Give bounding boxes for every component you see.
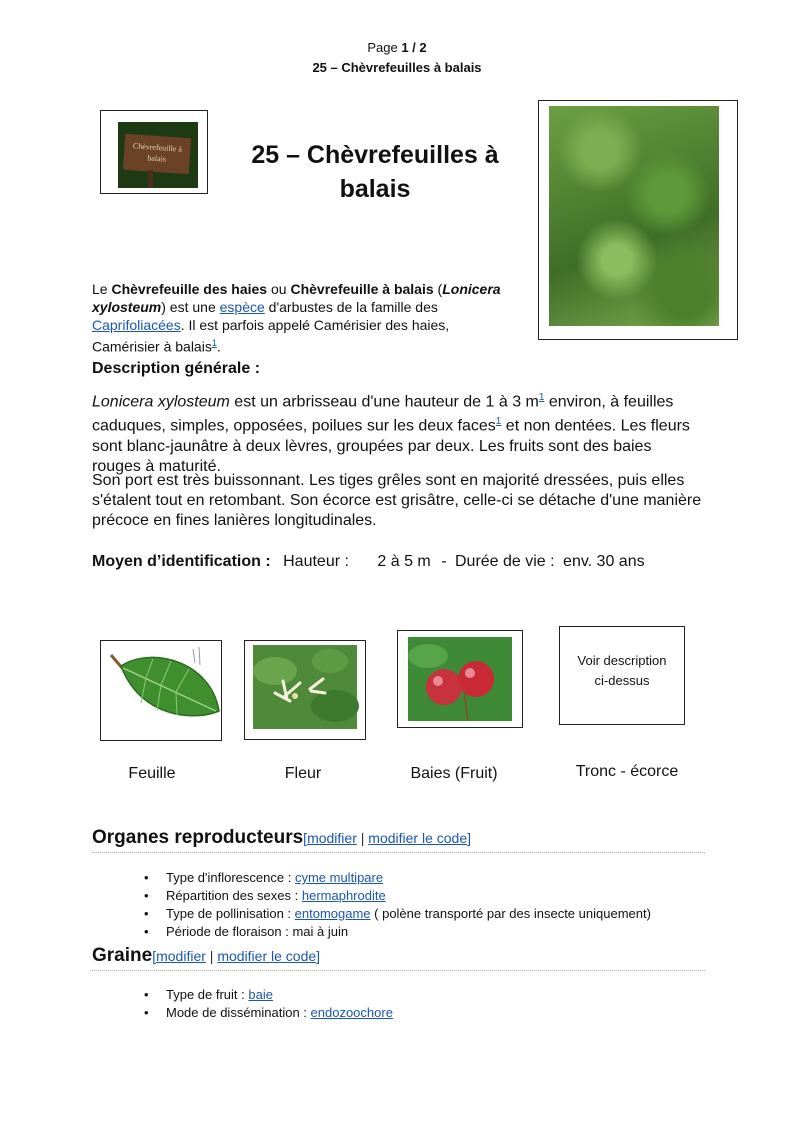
list-item [142,869,722,887]
edit-separator: | [356,830,369,846]
intro-text: . Il est parfois appelé Camérisier des haies, Camérisier à balais [92,317,450,355]
page-title [220,138,530,206]
page-number: 1 / 2 [401,40,427,55]
title-line-1: 25 – Chèvrefeuilles à [251,141,499,169]
link-baie[interactable]: baie [248,987,273,1002]
caption-tronc: Tronc - écorce [575,763,679,780]
modifier-link[interactable]: modifier [307,830,357,846]
bracket-open: [ [152,948,157,964]
leaf-image [100,640,222,741]
sign-image-frame [100,110,208,194]
intro-bold-name-2: Chèvrefeuille à balais [290,281,434,297]
bullet-icon: • [144,924,149,939]
section-heading-graine [92,944,705,971]
organes-heading: Organes reproducteurs [92,827,304,848]
separator-dash: - [441,553,447,570]
organes-list [142,869,722,941]
tronc-box [559,626,685,725]
bullet-icon: • [144,1005,149,1020]
identification-line [92,552,645,572]
caption-fleur: Fleur [284,765,322,782]
intro-latin-name: Lonicera xylosteum [92,281,501,315]
berries-image [397,630,523,728]
tronc-text-line-1: Voir description [577,653,667,668]
description-text: environ, à feuilles caduques, simples, opposées, poilues sur les deux faces [92,393,674,435]
title-line-2: balais [339,175,411,203]
intro-text: ) est une [161,299,220,315]
modifier-link[interactable]: modifier [156,948,206,964]
page-subtitle: 25 – Chèvrefeuilles à balais [312,60,482,75]
bracket-close: ] [316,948,321,964]
berries-icon [398,631,522,727]
bush-photo-frame [538,100,738,340]
page-prefix: Page [367,40,402,55]
intro-text: d'arbustes de la famille des [264,299,438,315]
link-caprifoliacees[interactable]: Caprifoliacées [92,317,181,333]
bullet-icon: • [144,987,149,1002]
identification-label: Moyen d’identification : [92,553,271,570]
caption-baies: Baies (Fruit) [410,765,498,782]
intro-text: ( [433,281,443,297]
section-heading-organes [92,826,705,853]
list-item [142,986,722,1004]
edit-separator: | [205,948,218,964]
item-label: Période de floraison : mai à juin [166,924,349,939]
link-hermaphrodite[interactable]: hermaphrodite [301,888,386,903]
list-item [142,887,722,905]
modifier-code-link[interactable]: modifier le code [217,948,317,964]
leaf-icon [101,641,221,740]
flower-image [244,640,366,740]
sign-text: Chèvrefeuille à balais [132,141,183,164]
footnote-ref[interactable]: 1 [495,416,502,428]
bullet-icon: • [144,906,149,921]
list-item [142,905,722,923]
intro-text: ou [267,281,291,297]
hauteur-label: Hauteur : [283,553,349,570]
footnote-ref[interactable]: 1 [538,392,545,403]
edit-links [303,830,471,846]
sign-board [123,134,191,175]
page-header [0,38,794,58]
link-espece[interactable]: espèce [219,299,265,315]
description-text: et non dentées. Les fleurs sont blanc-jaunâtre à deux lèvres, groupées par deux. Les fruits sont des baies rouges à maturité. [92,417,690,475]
description-heading: Description générale : [92,360,261,377]
intro-text: . [216,338,221,355]
footnote-ref[interactable]: 1 [211,338,217,348]
item-label: Type de pollinisation : [166,906,295,921]
bracket-close: ] [467,830,471,846]
intro-bold-name-1: Chèvrefeuille des haies [111,281,268,297]
list-item [142,1004,722,1022]
duree-value: env. 30 ans [563,553,645,570]
graine-list [142,986,722,1022]
bracket-open: [ [303,830,308,846]
item-label: Type de fruit : [166,987,249,1002]
item-label: Répartition des sexes : [166,888,302,903]
description-paragraph-1 [92,388,704,477]
duree-label: Durée de vie : [454,553,555,570]
list-item [142,923,722,941]
bush-photo [549,106,719,326]
item-label: Type d'inflorescence : [166,870,295,885]
item-rest: ( polène transporté par des insecte uniquement) [370,906,651,921]
intro-paragraph [92,280,517,356]
modifier-code-link[interactable]: modifier le code [368,830,468,846]
description-paragraph-2: Son port est très buissonnant. Les tiges grêles sont en majorité dressées, puis elles s'étalent tout en retombant. Son écorce est grisâtre, celle-ci se détache d'une manière précoce en fines lanières longitudinales. [92,472,702,529]
description-text: est un arbrisseau d'une hauteur de 1 à 3 m [229,393,539,411]
intro-text: Le [92,281,112,297]
latin-name: Lonicera xylosteum [92,393,230,411]
edit-links [152,948,320,964]
flower-icon [245,641,365,739]
sign-photo [118,122,198,188]
link-entomogame[interactable]: entomogame [294,906,371,921]
bullet-icon: • [144,870,149,885]
item-label: Mode de dissémination : [166,1005,311,1020]
link-endozoochore[interactable]: endozoochore [310,1005,393,1020]
graine-heading: Graine [92,945,153,966]
hauteur-value: 2 à 5 m [377,553,431,570]
caption-feuille: Feuille [128,765,176,782]
bullet-icon: • [144,888,149,903]
sign-post [148,170,153,188]
link-cyme-multipare[interactable]: cyme multipare [294,870,384,885]
tronc-text-line-2: ci-dessus [594,673,650,688]
